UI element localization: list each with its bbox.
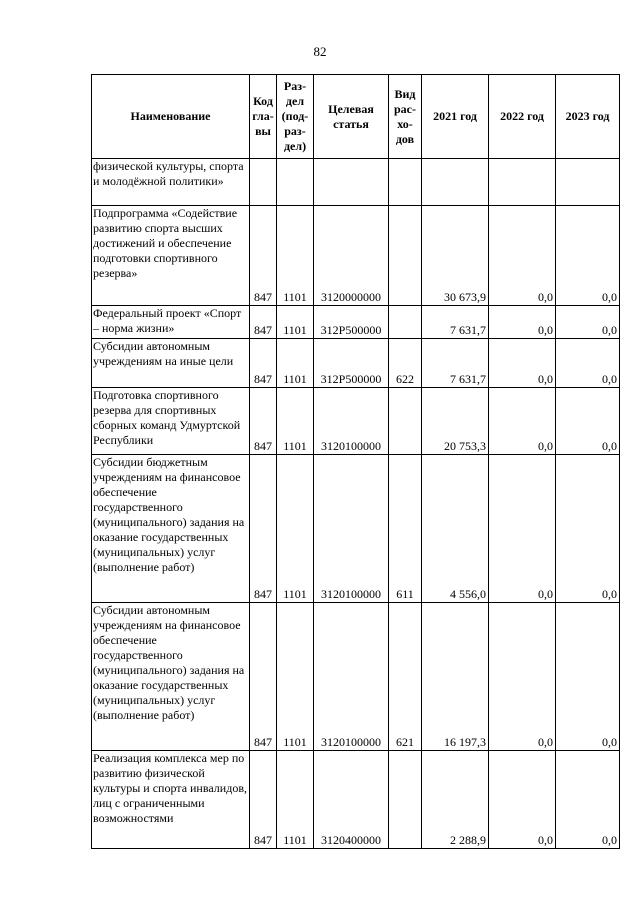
table-row [92, 751, 620, 849]
header-expense: Вид рас-хо-дов [389, 75, 422, 159]
page-number: 82 [313, 44, 327, 59]
row-target: 3120100000 [314, 455, 389, 603]
row-name: Федеральный проект «Спорт – норма жизни» [92, 306, 250, 339]
row-section [277, 159, 314, 206]
row-name: Подготовка спортивного резерва для спортивных сборных команд Удмуртской Республики [92, 388, 250, 455]
row-code: 847 [250, 306, 277, 339]
row-2023: 0,0 [556, 603, 620, 751]
row-2022: 0,0 [489, 455, 556, 603]
row-2023: 0,0 [556, 206, 620, 306]
table-row [92, 206, 620, 306]
row-name: Субсидии автономным учреждениям на финансовое обеспечение государственного (муниципального) задания на оказание государственных (муниципальных) услуг (выполнение работ) [92, 603, 250, 751]
header-2023: 2023 год [556, 75, 620, 159]
row-name: физической культуры, спорта и молодёжной политики» [92, 159, 250, 206]
row-target: 312P500000 [314, 306, 389, 339]
row-2022: 0,0 [489, 751, 556, 849]
row-name: Субсидии бюджетным учреждениям на финансовое обеспечение государственного (муниципального) задания на оказание государственных (муниципальных) услуг (выполнение работ) [92, 455, 250, 603]
row-2021 [422, 159, 489, 206]
row-target: 312P500000 [314, 339, 389, 388]
row-target: 3120100000 [314, 388, 389, 455]
table-row [92, 388, 620, 455]
row-2023: 0,0 [556, 751, 620, 849]
row-section: 1101 [277, 206, 314, 306]
row-code: 847 [250, 603, 277, 751]
table-body [92, 159, 620, 849]
table-header-row [92, 75, 620, 159]
row-expense: 611 [389, 455, 422, 603]
row-code [250, 159, 277, 206]
row-code: 847 [250, 455, 277, 603]
table-row [92, 306, 620, 339]
budget-table [91, 74, 620, 849]
table-row [92, 159, 620, 206]
row-section: 1101 [277, 751, 314, 849]
row-expense: 621 [389, 603, 422, 751]
header-2022: 2022 год [489, 75, 556, 159]
row-2021: 20 753,3 [422, 388, 489, 455]
table-row [92, 339, 620, 388]
row-2021: 7 631,7 [422, 339, 489, 388]
row-2021: 7 631,7 [422, 306, 489, 339]
row-section: 1101 [277, 339, 314, 388]
row-code: 847 [250, 339, 277, 388]
row-2021: 2 288,9 [422, 751, 489, 849]
row-2023: 0,0 [556, 339, 620, 388]
row-expense [389, 306, 422, 339]
row-2022: 0,0 [489, 603, 556, 751]
row-2023: 0,0 [556, 455, 620, 603]
row-2021: 4 556,0 [422, 455, 489, 603]
row-2022 [489, 159, 556, 206]
row-section: 1101 [277, 306, 314, 339]
row-2023: 0,0 [556, 388, 620, 455]
row-code: 847 [250, 751, 277, 849]
row-expense [389, 751, 422, 849]
row-target [314, 159, 389, 206]
row-expense [389, 388, 422, 455]
header-2021: 2021 год [422, 75, 489, 159]
row-target: 3120000000 [314, 206, 389, 306]
row-2021: 30 673,9 [422, 206, 489, 306]
row-2022: 0,0 [489, 388, 556, 455]
row-2022: 0,0 [489, 206, 556, 306]
row-section: 1101 [277, 455, 314, 603]
row-target: 3120100000 [314, 603, 389, 751]
row-target: 3120400000 [314, 751, 389, 849]
row-expense: 622 [389, 339, 422, 388]
header-target: Целевая статья [314, 75, 389, 159]
header-section: Раз-дел (под-раз-дел) [277, 75, 314, 159]
row-expense [389, 206, 422, 306]
row-expense [389, 159, 422, 206]
row-2021: 16 197,3 [422, 603, 489, 751]
header-code: Код гла-вы [250, 75, 277, 159]
row-section: 1101 [277, 603, 314, 751]
table-row [92, 603, 620, 751]
row-name: Субсидии автономным учреждениям на иные цели [92, 339, 250, 388]
row-code: 847 [250, 388, 277, 455]
table-row [92, 455, 620, 603]
row-name: Подпрограмма «Содействие развитию спорта высших достижений и обеспечение подготовки спортивного резерва» [92, 206, 250, 306]
row-name: Реализация комплекса мер по развитию физической культуры и спорта инвалидов, лиц с ограниченными возможностями [92, 751, 250, 849]
row-2022: 0,0 [489, 306, 556, 339]
row-section: 1101 [277, 388, 314, 455]
row-2022: 0,0 [489, 339, 556, 388]
row-2023: 0,0 [556, 306, 620, 339]
row-2023 [556, 159, 620, 206]
header-name: Наименование [92, 75, 250, 159]
row-code: 847 [250, 206, 277, 306]
